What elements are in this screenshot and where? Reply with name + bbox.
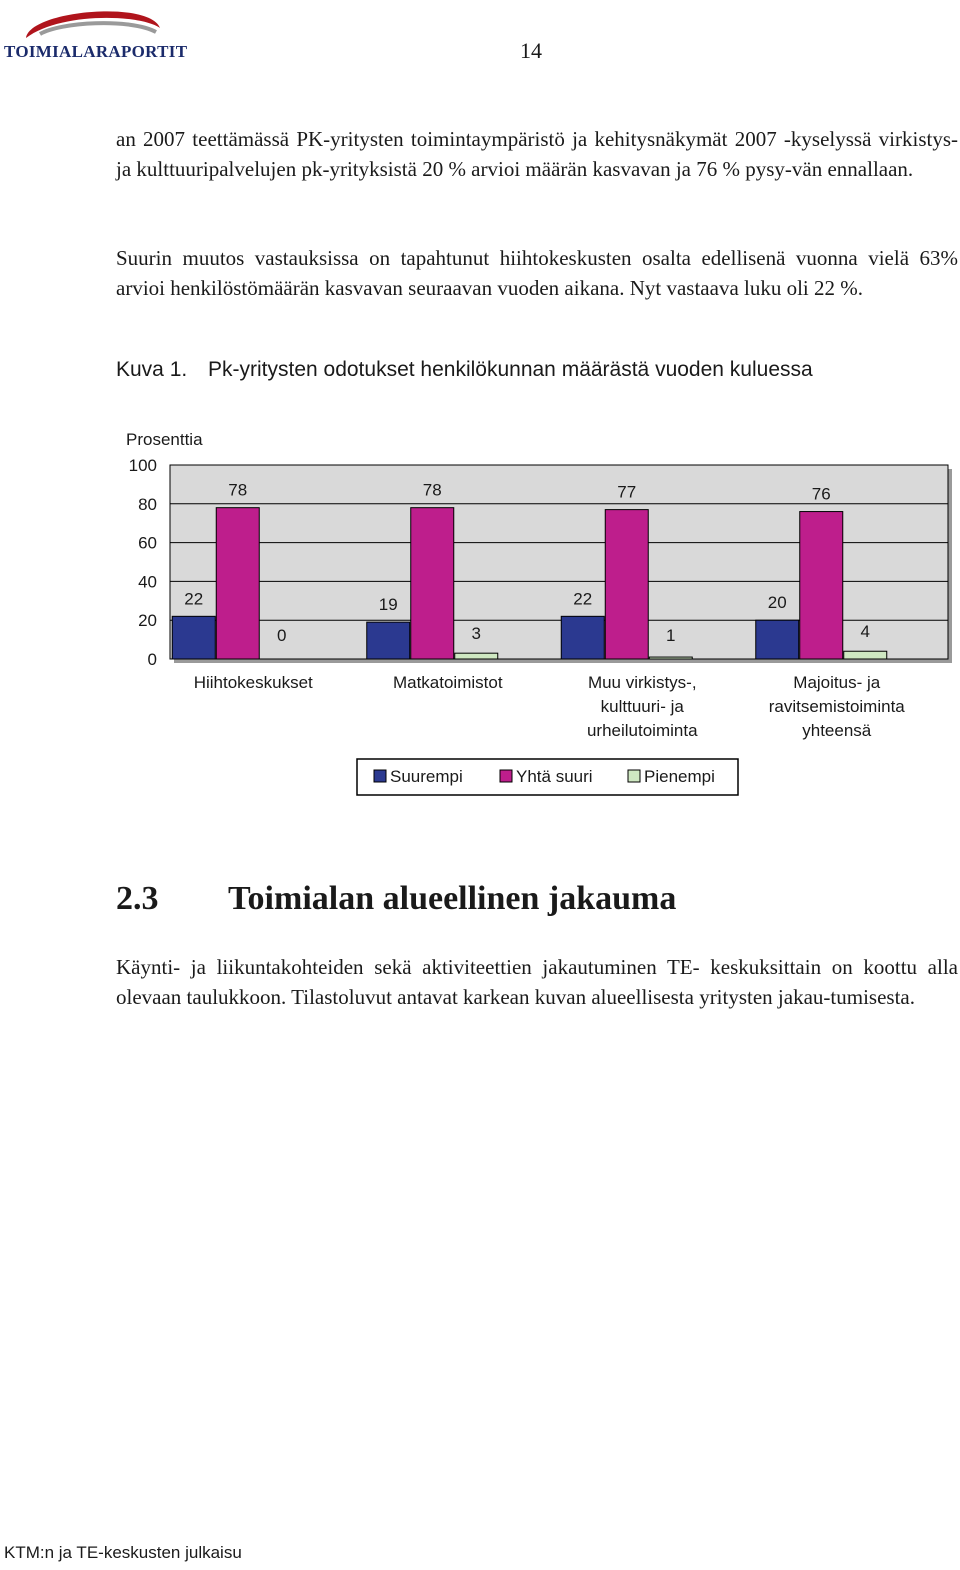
figure-label: Kuva 1.: [116, 358, 188, 381]
x-tick-label: Majoitus- ja: [793, 673, 881, 692]
data-label: 20: [767, 593, 787, 613]
section-heading: [116, 880, 676, 918]
data-label: 22: [573, 589, 593, 609]
x-tick-label: urheilutoiminta: [586, 721, 698, 740]
body-paragraph-2: Suurin muutos vastauksissa on tapahtunut hiihtokeskusten osalta edellisenä vuonna vielä 63% arvioi henkilöstömäärän kasvavan seuraavan vuoden aikana. Nyt vastaava luku oli 22 %.: [116, 246, 958, 300]
y-axis-label: Prosenttia: [126, 430, 203, 449]
x-tick-label: ravitsemistoiminta: [768, 697, 905, 716]
section-title: Toimialan alueellinen jakauma: [228, 880, 677, 917]
legend-label: Suurempi: [390, 767, 463, 786]
figure-caption: [116, 358, 813, 382]
legend-label: Pienempi: [644, 767, 715, 786]
x-tick-label: Hiihtokeskukset: [193, 673, 313, 692]
bar: [411, 508, 454, 659]
section-number: 2.3: [116, 880, 159, 917]
data-label: 76: [811, 484, 831, 504]
bar: [455, 653, 498, 659]
data-label: 19: [378, 595, 398, 615]
bar: [649, 657, 692, 659]
y-tick-label: 0: [147, 650, 157, 669]
bar: [605, 510, 648, 659]
data-label: 0: [277, 626, 287, 645]
legend-swatch: [374, 770, 386, 782]
data-label: 1: [666, 626, 676, 645]
footer-text: KTM:n ja TE-keskusten julkaisu: [4, 1543, 242, 1562]
data-label: 3: [471, 624, 481, 644]
x-tick-label: Muu virkistys-,: [587, 673, 697, 692]
data-label: 4: [860, 622, 870, 642]
bar: [216, 508, 259, 659]
figure-caption-text: Pk-yritysten odotukset henkilökunnan määrästä vuoden kuluessa: [208, 358, 813, 381]
bar: [561, 616, 604, 659]
page-number: 14: [520, 38, 542, 63]
x-tick-label: kulttuuri- ja: [600, 697, 684, 716]
logo-swoosh-icon: [20, 4, 170, 44]
section-paragraph: Käynti- ja liikuntakohteiden sekä aktiviteettien jakautuminen TE- keskuksittain on koottu alla olevaan taulukkoon. Tilastoluvut antavat karkean kuvan alueellisesta yritysten jakau-tumisesta.: [116, 955, 958, 1009]
y-tick-label: 60: [138, 533, 157, 553]
y-tick-label: 20: [138, 611, 157, 631]
data-label: 78: [228, 480, 248, 500]
logo-text: TOIMIALARAPORTIT: [4, 42, 188, 61]
bar: [844, 651, 887, 659]
legend-label: Yhtä suuri: [516, 767, 593, 786]
data-label: 78: [422, 480, 442, 500]
data-label: 77: [617, 482, 637, 502]
expectations-bar-chart: [0, 420, 960, 810]
data-label: 22: [184, 589, 204, 609]
bar: [756, 620, 799, 659]
y-tick-label: 80: [138, 494, 157, 514]
bar: [800, 512, 843, 659]
body-paragraph-1: an 2007 teettämässä PK-yritysten toimintaympäristö ja kehitysnäkymät 2007 -kyselyssä virkistys- ja kulttuuripalvelujen pk-yrityksistä 20 % arvioi määrän kasvavan ja 76 % pysy-vän ennallaan.: [116, 127, 958, 181]
y-tick-label: 100: [128, 456, 157, 475]
publication-logo: [0, 0, 188, 64]
legend-swatch: [500, 770, 512, 782]
x-tick-label: Matkatoimistot: [392, 673, 503, 692]
legend-swatch: [628, 770, 640, 782]
bar: [172, 616, 215, 659]
bar: [367, 622, 410, 659]
y-tick-label: 40: [138, 572, 157, 592]
x-tick-label: yhteensä: [802, 721, 872, 740]
